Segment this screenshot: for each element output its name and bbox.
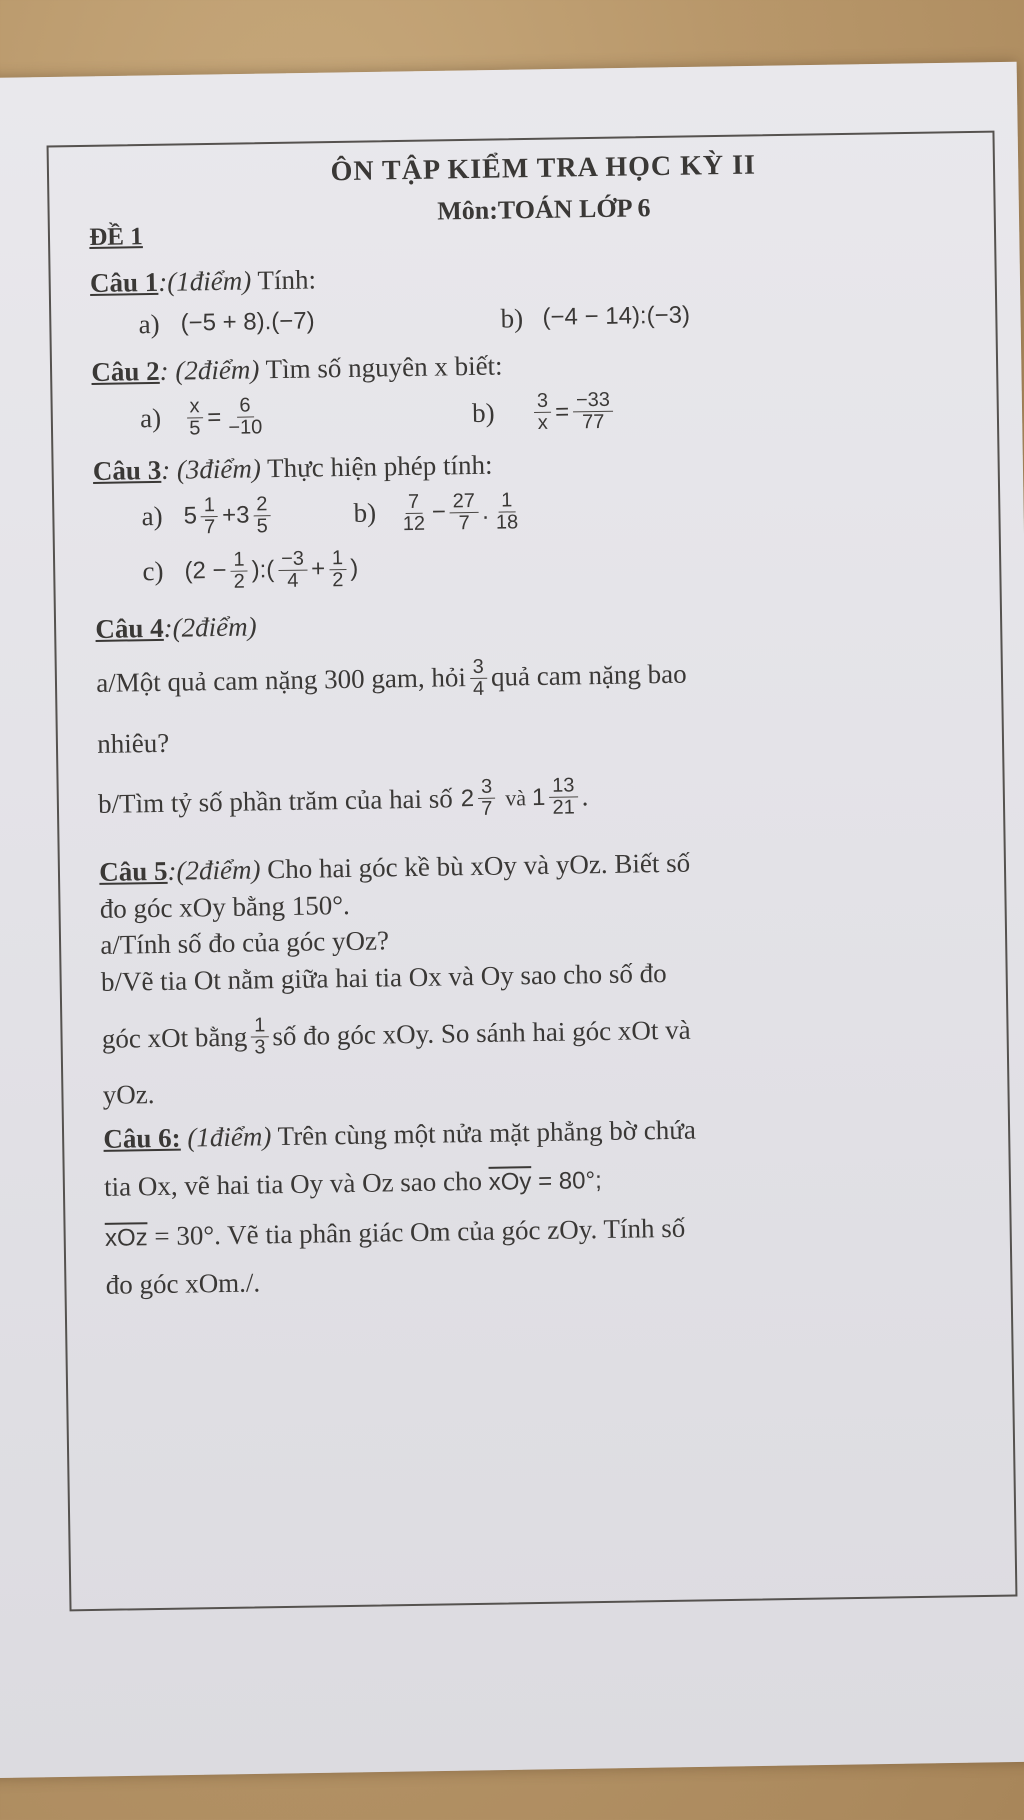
question-4-points: :(2điểm): [163, 611, 257, 643]
q5-line-6: yOz.: [102, 1079, 155, 1110]
q4-a-text: a/Một quả cam nặng 300 gam, hỏi: [96, 662, 467, 699]
q6-line-2: [104, 1157, 984, 1205]
fraction: $\frac{27}{7}$: [450, 491, 479, 534]
mixed-whole: 5: [183, 502, 198, 530]
equals-sign: =: [206, 403, 222, 431]
fraction: $\frac{1}{2}$: [329, 548, 347, 591]
question-4-part-a: [96, 649, 977, 706]
conjunction: và: [505, 784, 527, 811]
exam-subject: Môn:TOÁN LỚP 6: [436, 193, 651, 226]
question-4-part-b: [98, 769, 979, 826]
q6-line-2-start: tia Ox, vẽ hai tia Oy và Oz sao cho: [103, 1166, 483, 1203]
fraction: $\frac{3}{4}$: [470, 656, 488, 699]
q2-b-rhs-fraction: $\frac{-33}{77}$: [573, 390, 614, 434]
question-2: [91, 342, 971, 390]
mixed-fraction: $\frac{2}{5}$: [253, 494, 271, 537]
q1-b-expression: (−4 − 14):(−3): [542, 301, 691, 332]
q5-line-5-end: số đo góc xOy. So sánh hai góc xOt và: [272, 1014, 691, 1051]
question-6: [103, 1107, 983, 1157]
multiply-dot: .: [481, 497, 490, 526]
question-2-heading: Câu 2: [91, 356, 160, 388]
plus-sign: +: [310, 555, 326, 583]
q2-a-rhs-fraction: $\frac{6}{-10}$: [228, 394, 263, 439]
q1-a-expression: (−5 + 8).(−7): [180, 307, 315, 337]
q3-a-label: a): [141, 501, 163, 532]
mixed-fraction: $\frac{1}{7}$: [201, 495, 219, 538]
q4-b-text: b/Tìm tỷ số phần trăm của hai số: [97, 783, 454, 819]
question-6-heading: Câu 6:: [103, 1122, 181, 1154]
q2-b-lhs-fraction: $\frac{3}{x}$: [534, 391, 552, 434]
q1-a-label: a): [138, 308, 160, 339]
q2-a-label: a): [139, 402, 162, 433]
paren-open: (2 −: [184, 557, 227, 585]
mixed-fraction: $\frac{3}{7}$: [478, 777, 496, 820]
exam-content: [88, 144, 986, 1302]
exam-label: ĐỀ 1: [89, 222, 143, 251]
paren-close: ): [350, 555, 359, 583]
question-1: [90, 253, 970, 301]
q3-b-label: b): [353, 497, 377, 529]
question-2-points: : (2điểm): [159, 354, 260, 387]
q2-a-lhs-fraction: $\frac{x}{5}$: [186, 396, 204, 439]
equals-sign: =: [554, 397, 570, 426]
q2-a-equation: [182, 392, 473, 440]
question-3-parts-ab: [93, 483, 974, 540]
q6-line-4: đo góc xOm./.: [105, 1267, 261, 1300]
q3-b-expression: [395, 490, 525, 535]
minus-sign: −: [431, 498, 447, 526]
q2-b-equation: [530, 390, 618, 434]
question-1-parts: [90, 295, 970, 343]
question-1-points: :(1điểm): [157, 265, 252, 297]
mixed-whole: 3: [235, 501, 250, 529]
q4-a-text-end: quả cam nặng bao: [490, 658, 687, 692]
question-3-heading: Câu 3: [92, 454, 162, 486]
fraction: $\frac{1}{2}$: [230, 549, 248, 592]
question-2-parts: [92, 384, 973, 441]
plus-sign: +: [221, 501, 237, 530]
question-3-points: : (3điểm): [160, 453, 262, 485]
fraction: $\frac{-3}{4}$: [278, 548, 307, 591]
question-6-points: (1điểm): [180, 1121, 272, 1153]
question-5-points: :(2điểm): [167, 854, 261, 887]
question-4: [95, 599, 975, 647]
angle-xoy: $\overline{xOy}$: [488, 1168, 532, 1197]
q5-line-5-start: góc xOt bằng: [101, 1021, 248, 1054]
period: .: [581, 781, 589, 812]
q5-line-2: đo góc xOy bằng 150°.: [99, 889, 351, 924]
question-1-text: Tính:: [250, 264, 317, 296]
q2-b-label: b): [471, 397, 495, 428]
q1-b-label: b): [500, 302, 524, 334]
q3-c-label: c): [142, 556, 164, 587]
mixed-whole: 1: [531, 784, 546, 812]
question-2-text: Tìm số nguyên x biết:: [259, 350, 503, 385]
q5-line-5: [102, 1004, 983, 1061]
angle-xoz: $\overline{xOz}$: [104, 1224, 148, 1252]
fraction: $\frac{1}{18}$: [495, 489, 519, 534]
fraction: $\frac{1}{3}$: [251, 1015, 269, 1058]
question-3: [93, 441, 973, 489]
q3-c-expression: [184, 548, 358, 594]
fraction: $\frac{7}{12}$: [402, 490, 426, 535]
q5-line-1: Cho hai góc kề bù xOy và yOz. Biết số: [260, 847, 691, 885]
question-3-text: Thực hiện phép tính:: [260, 449, 493, 484]
q5-line-4: b/Vẽ tia Ot nằm giữa hai tia Ox và Oy sao cho số đo: [100, 957, 667, 997]
q6-line-3: [105, 1207, 985, 1255]
q5-line-3: a/Tính số đo của góc yOz?: [100, 925, 390, 961]
q3-a-expression: [183, 493, 354, 539]
mixed-whole: 2: [460, 785, 475, 813]
divide-paren: ):(: [251, 556, 275, 584]
question-3-part-c: [94, 538, 975, 595]
mixed-fraction: $\frac{13}{21}$: [549, 776, 578, 819]
q6-line-2-end: = 80°;: [531, 1167, 602, 1196]
exam-title: ÔN TẬP KIỂM TRA HỌC KỲ II: [330, 149, 757, 188]
q6-line-1: Trên cùng một nửa mặt phẳng bờ chứa: [271, 1114, 697, 1152]
question-5-heading: Câu 5: [98, 856, 168, 888]
q6-line-3-end: = 30°. Vẽ tia phân giác Om của góc zOy. Tính số: [147, 1212, 686, 1252]
q4-a-continuation: nhiêu?: [96, 727, 170, 759]
question-4-heading: Câu 4: [95, 612, 164, 644]
question-1-heading: Câu 1: [89, 266, 159, 298]
